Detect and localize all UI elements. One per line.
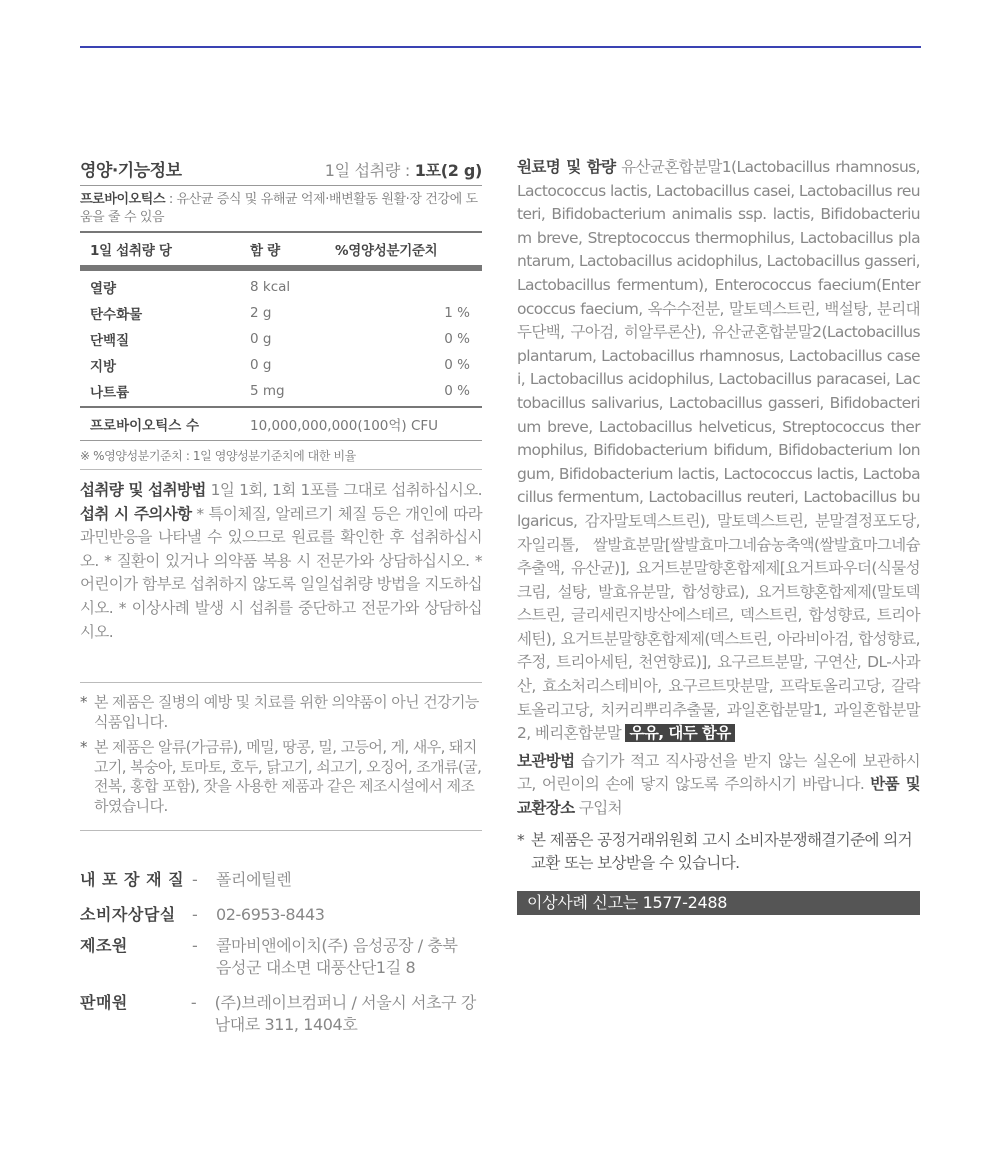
col-header-amount: 함 량 — [250, 232, 335, 268]
col-header-serving: 1일 섭취량 당 — [80, 232, 250, 268]
ingredients-title: 원료명 및 함량 — [517, 158, 616, 176]
col-header-percent: %영양성분기준치 — [335, 232, 482, 268]
info-row-seller — [80, 992, 482, 1036]
info-dash: - — [192, 905, 198, 925]
caution-title: 섭취 시 주의사항 — [80, 504, 192, 523]
info-dash: - — [190, 993, 197, 1013]
nutrient-amount: 8 kcal — [250, 279, 291, 295]
note-item — [80, 693, 482, 732]
note-mark: * — [80, 738, 87, 757]
serving-label: 1일 섭취량 : — [324, 161, 415, 180]
nutrient-amount: 0 g — [250, 357, 272, 373]
note-text: 본 제품은 질병의 예방 및 치료를 위한 의약품이 아닌 건강기능식품입니다. — [94, 693, 479, 731]
nutrition-header — [80, 156, 482, 186]
info-value: 02-6953-8443 — [216, 905, 325, 925]
exchange-title: 반품 및 교환장소 — [517, 775, 920, 818]
table-row — [80, 326, 482, 352]
right-column — [517, 156, 920, 915]
storage-title: 보관방법 — [517, 751, 575, 770]
nutrient-percent: 0 % — [444, 357, 470, 373]
note-text: 본 제품은 알류(가금류), 메밀, 땅콩, 밀, 고등어, 게, 새우, 돼지고기, 복숭아, 토마토, 호두, 닭고기, 쇠고기, 오징어, 조개류(굴, 전복, 홍합 포함), 잣을 사용한 제품과 같은 제조시설에서 제조하였습니다. — [94, 738, 482, 815]
nutrient-percent: 0 % — [444, 383, 470, 399]
intake-text: 1일 1회, 1회 1포를 그대로 섭취하십시오. — [205, 481, 483, 499]
note-mark: * — [517, 830, 525, 849]
info-key: 판매원 — [80, 993, 128, 1013]
info-dash: - — [192, 870, 198, 890]
table-header-row — [80, 232, 482, 268]
probiotics-description — [80, 191, 482, 227]
table-row — [80, 300, 482, 326]
adverse-report-banner: 이상사례 신고는 1577-2488 — [517, 891, 920, 915]
nutrient-percent — [335, 268, 482, 300]
nutrient-amount: 2 g — [250, 305, 272, 321]
probiotics-count-row — [80, 407, 482, 441]
product-info — [80, 869, 482, 1036]
left-column — [80, 156, 482, 1049]
nutrient-name: 단백질 — [90, 333, 130, 349]
allergen-badge: 우유, 대두 함유 — [625, 724, 734, 742]
nutrient-amount: 5 mg — [250, 383, 285, 399]
nutrition-table — [80, 231, 482, 441]
probiotics-count-value: 10,000,000,000(100억) CFU — [250, 407, 482, 441]
probiotics-desc-text: : 유산균 증식 및 유해균 억제·배변활동 원활·장 건강에 도움을 줄 수 있음 — [80, 192, 478, 225]
probiotics-count-label: 프로바이오틱스 수 — [80, 407, 250, 441]
info-key: 소비자상담실 — [80, 905, 176, 925]
info-value: (주)브레이브컴퍼니 / 서울시 서초구 강남대로 311, 1404호 — [214, 993, 476, 1035]
nutrient-name: 열량 — [90, 281, 117, 297]
nutrition-footnote: ※ %영양성분기준치 : 1일 영양성분기준치에 대한 비율 — [80, 447, 482, 470]
nutrient-name: 지방 — [90, 359, 117, 375]
info-value: 콜마비앤에이치(주) 음성공장 / 충북 음성군 대소면 대풍산단1길 8 — [216, 936, 458, 978]
caution-text: * 특이체질, 알레르기 체질 등은 개인에 따라 과민반응을 나타낼 수 있으므로 원료를 확인한 후 섭취하십시오. * 질환이 있거나 의약품 복용 시 전문가와 상담하십시오. * 어린이가 함부로 섭취하지 않도록 일일섭취량 방법을 지도하십시오. * 이상사례 발생 시 섭취를 중단하고 전문가와 상담하십시오. — [80, 504, 482, 641]
note-item — [80, 738, 482, 816]
info-key: 내 포 장 재 질 — [80, 870, 185, 890]
info-row-consumer-center — [80, 904, 482, 926]
info-dash: - — [192, 936, 198, 956]
storage-section — [517, 750, 920, 821]
serving-size — [325, 158, 482, 181]
table-row — [80, 378, 482, 407]
info-value: 폴리에틸렌 — [216, 870, 292, 890]
nutrient-name: 탄수화물 — [90, 307, 143, 323]
info-row-manufacturer — [80, 935, 482, 979]
serving-value: 1포(2 g) — [414, 161, 482, 180]
note-mark: * — [80, 693, 87, 712]
intake-section — [80, 479, 482, 644]
top-divider — [80, 46, 921, 48]
nutrient-percent: 0 % — [444, 331, 470, 347]
notes-section — [80, 682, 482, 831]
table-row — [80, 352, 482, 378]
info-row-packaging — [80, 869, 482, 891]
intake-title: 섭취량 및 섭취방법 — [80, 481, 206, 499]
nutrition-title: 영양·기능정보 — [80, 161, 182, 181]
storage-text: 습기가 적고 직사광선을 받지 않는 실온에 보관하시고, 어린이의 손에 닿지 않도록 주의하시기 바랍니다. — [517, 751, 920, 794]
nutrient-amount: 0 g — [250, 331, 272, 347]
nutrient-name: 나트륨 — [90, 385, 130, 401]
consumer-notice-text: 본 제품은 공정거래위원회 고시 소비자분쟁해결기준에 의거 교환 또는 보상받을 수 있습니다. — [531, 830, 912, 872]
nutrient-percent: 1 % — [444, 305, 470, 321]
probiotics-label: 프로바이오틱스 — [80, 192, 166, 207]
info-key: 제조원 — [80, 936, 128, 956]
consumer-notice — [517, 829, 920, 875]
exchange-text: 구입처 — [574, 799, 622, 818]
ingredients-text: 유산균혼합분말1(Lactobacillus rhamnosus, Lactococcus lactis, Lactobacillus casei, Lactobacillus reuteri, Bifidobacterium animalis ssp. lactis, Bifidobacterium breve, Streptococcus thermophilus, Lactobacillus plantarum, Lactobacillus acidophilus, Lactobacillus gasseri, Lactobacillus fermentum), Enterococcus faecium(Enterococcus faecium, 옥수수전분, 말토덱스트린, 백설탕, 분리대두단백, 구아검, 히알루론산), 유산균혼합분말2(Lactobacillus plantarum, Lactobacillus rhamnosus, Lactobacillus casei, Lactobacillus acidophilus, Lactobacillus paracasei, Lactobacillus salivarius, Lactobacillus gasseri, Bifidobacterium breve, Lactobacillus helveticus, Streptococcus thermophilus, Bifidobacterium bifidum, Bifidobacterium longum, Bifidobacterium lactis, Lactococcus lactis, Lactobacillus fermentum, Lactobacillus reuteri, Lactobacillus bulgaricus, 감자말토덱스트린), 말토덱스트린, 분말결정포도당, 자일리톨, 쌀발효분말[쌀발효마그네슘농축액(쌀발효마그네슘추출액, 유산균)], 요거트분말향혼합제제[요거트파우더(식물성크림, 설탕, 발효유분말, 합성향료), 요거트향혼합제제(말토덱스트린, 글리세린지방산에스테르, 덱스트린, 합성향료, 트리아세틴), 요거트분말향혼합제제(덱스트린, 아라비아검, 합성향료, 주정, 트리아세틴, 천연향료)], 요구르트분말, 구연산, DL-사과산, 효소처리스테비아, 요구르트맛분말, 프락토올리고당, 갈락토올리고당, 치커리뿌리추출물, 과일혼합분말1, 과일혼합분말2, 베리혼합분말 — [517, 158, 920, 743]
ingredients-section — [517, 156, 920, 746]
table-row — [80, 268, 482, 300]
